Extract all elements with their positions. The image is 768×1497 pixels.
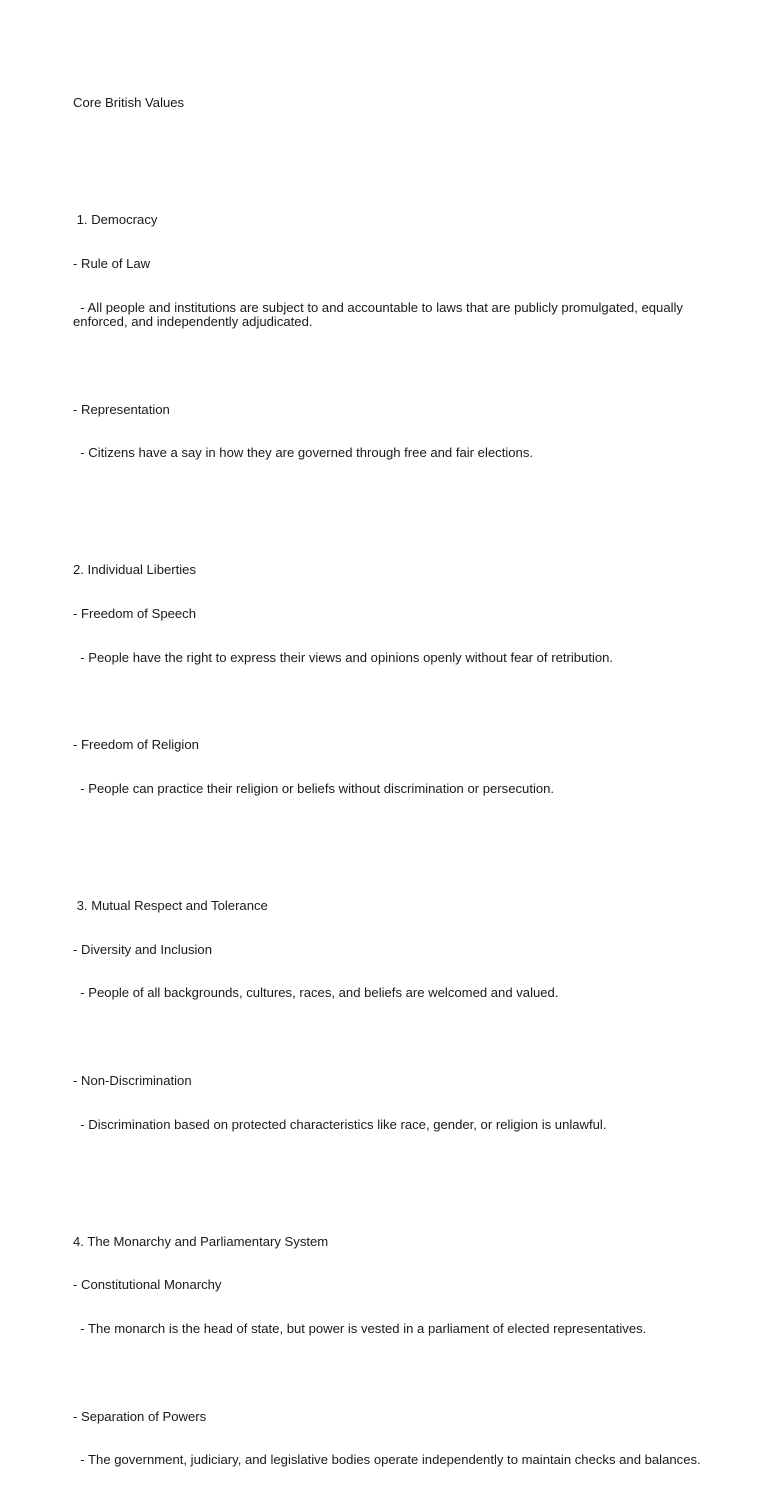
- item-label-diversity-and-inclusion: - Diversity and Inclusion: [73, 941, 212, 957]
- spacer: [73, 359, 713, 374]
- item-label-freedom-of-religion: - Freedom of Religion: [73, 737, 199, 753]
- item-description-non-discrimination: - Discrimination based on protected characteristics like race, gender, or religion is unlawful.: [73, 1116, 607, 1132]
- item-label-freedom-of-speech: - Freedom of Speech: [73, 605, 196, 621]
- item-description-diversity-and-inclusion: - People of all backgrounds, cultures, races, and beliefs are welcomed and valued.: [73, 985, 559, 1001]
- item-description-rule-of-law: - All people and institutions are subject to and accountable to laws that are publicly promulgated, equally enforced, and independently adjudicated.: [73, 299, 687, 330]
- spacer: [73, 1162, 713, 1177]
- item-label-representation: - Representation: [73, 401, 170, 417]
- item-label-non-discrimination: - Non-Discrimination: [73, 1072, 192, 1088]
- section-heading-mutual-respect: 3. Mutual Respect and Tolerance: [73, 897, 268, 913]
- spacer: [73, 490, 713, 505]
- item-description-separation-of-powers: - The government, judiciary, and legislative bodies operate independently to maintain checks and balances.: [73, 1452, 701, 1468]
- section-heading-monarchy-parliament: 4. The Monarchy and Parliamentary System: [73, 1233, 329, 1249]
- item-description-constitutional-monarchy: - The monarch is the head of state, but power is vested in a parliament of elected representatives.: [73, 1321, 647, 1337]
- item-label-separation-of-powers: - Separation of Powers: [73, 1408, 207, 1424]
- spacer: [73, 1030, 713, 1045]
- item-description-freedom-of-speech: - People have the right to express their views and opinions openly without fear of retribution.: [73, 649, 614, 665]
- section-heading-democracy: 1. Democracy: [73, 211, 158, 227]
- item-label-constitutional-monarchy: - Constitutional Monarchy: [73, 1277, 222, 1293]
- section-heading-individual-liberties: 2. Individual Liberties: [73, 562, 197, 578]
- spacer: [73, 140, 713, 155]
- item-description-representation: - Citizens have a say in how they are governed through free and fair elections.: [73, 445, 534, 461]
- document-body: [73, 67, 713, 1497]
- spacer: [73, 1366, 713, 1381]
- spacer: [73, 695, 713, 710]
- item-label-rule-of-law: - Rule of Law: [73, 255, 151, 271]
- document-title: Core British Values: [73, 95, 185, 111]
- item-description-freedom-of-religion: - People can practice their religion or beliefs without discrimination or persecution.: [73, 781, 555, 797]
- spacer: [73, 826, 713, 841]
